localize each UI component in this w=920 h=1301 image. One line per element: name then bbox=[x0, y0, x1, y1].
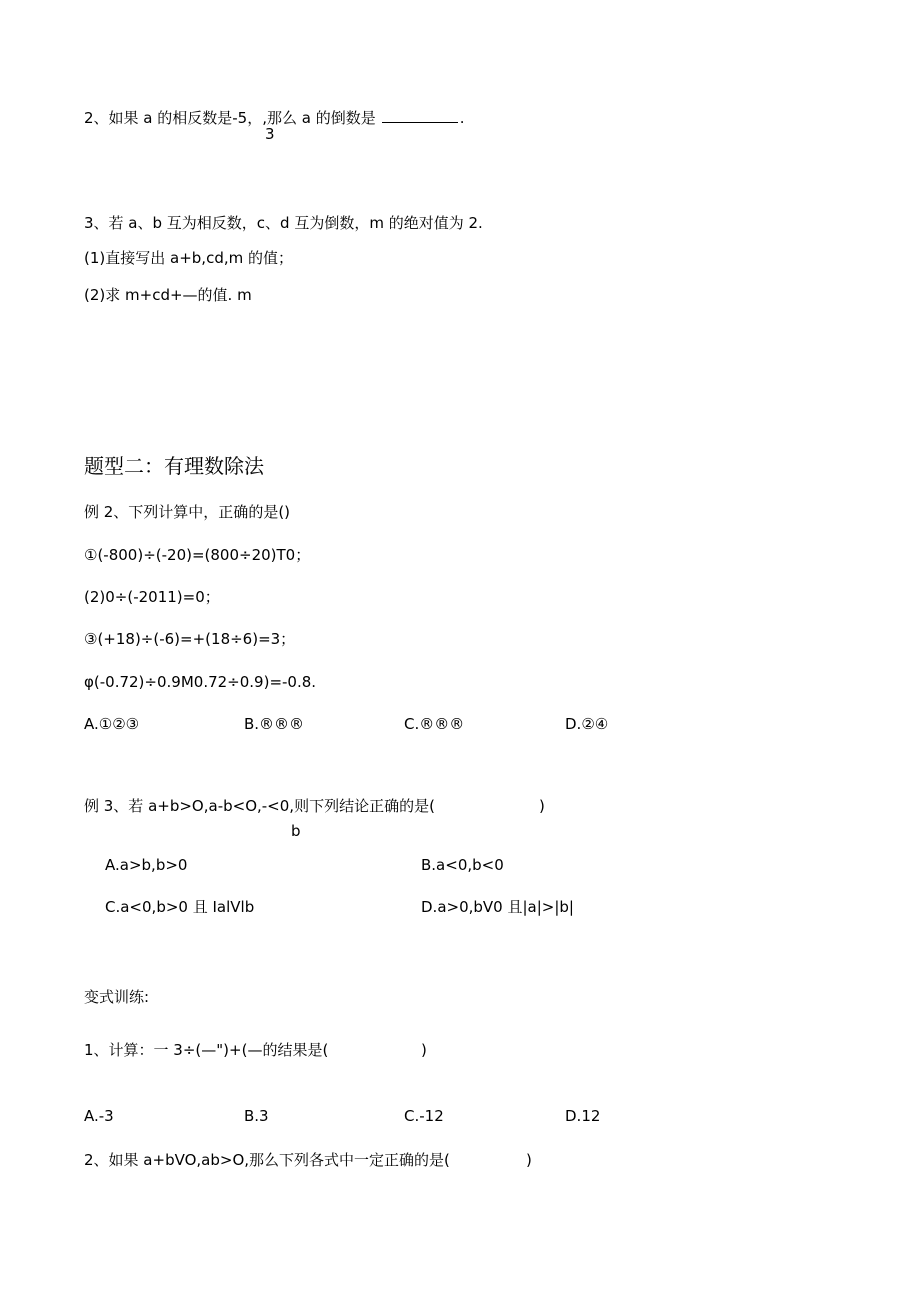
ex3-option-b[interactable]: B.a<0,b<0 bbox=[421, 856, 504, 874]
ex3-option-c[interactable]: C.a<0,b>0 且 IalVlb bbox=[105, 898, 255, 916]
ex3-option-d[interactable]: D.a>0,bV0 且|a|>|b| bbox=[421, 898, 574, 916]
q3-part2: (2)求 m+cd+—的值. m bbox=[84, 286, 252, 304]
ex2-option-d[interactable]: D.②④ bbox=[565, 715, 609, 733]
ex3-option-a[interactable]: A.a>b,b>0 bbox=[105, 856, 188, 874]
practice-q1-stem: 1、计算：一 3÷(—")+(—的结果是( bbox=[84, 1041, 329, 1059]
practice-q1-option-a[interactable]: A.-3 bbox=[84, 1107, 114, 1125]
ex3-stem: 例 3、若 a+b>O,a-b<O,-<0,则下列结论正确的是( bbox=[84, 797, 435, 815]
ex2-option-a[interactable]: A.①②③ bbox=[84, 715, 140, 733]
practice-q2-paren-close: ) bbox=[526, 1151, 532, 1169]
q2-fraction-denominator: 3 bbox=[265, 125, 275, 143]
ex2-item-1: ①(-800)÷(-20)=(800÷20)T0； bbox=[84, 546, 311, 564]
ex3-paren-close: ) bbox=[539, 797, 545, 815]
ex2-option-b[interactable]: B.®®® bbox=[244, 715, 305, 733]
q2-period: . bbox=[459, 109, 465, 127]
practice-q1-option-c[interactable]: C.-12 bbox=[404, 1107, 444, 1125]
practice-q1-paren-close: ) bbox=[421, 1041, 427, 1059]
practice-heading: 变式训练: bbox=[84, 988, 150, 1006]
ex2-stem: 例 2、下列计算中，正确的是() bbox=[84, 503, 291, 521]
practice-q1-option-d[interactable]: D.12 bbox=[565, 1107, 601, 1125]
ex2-option-c[interactable]: C.®®® bbox=[404, 715, 465, 733]
ex3-fraction-denominator: b bbox=[291, 822, 301, 840]
ex2-item-4: φ(-0.72)÷0.9M0.72÷0.9)=-0.8. bbox=[84, 673, 317, 691]
q3-part1: (1)直接写出 a+b,cd,m 的值； bbox=[84, 249, 293, 267]
section-title: 题型二：有理数除法 bbox=[84, 454, 264, 478]
ex2-item-2: (2)0÷(-2011)=0； bbox=[84, 588, 220, 606]
practice-q2-stem: 2、如果 a+bVO,ab>O,那么下列各式中一定正确的是( bbox=[84, 1151, 450, 1169]
q2-text: 2、如果 a 的相反数是-5，,那么 a 的倒数是 bbox=[84, 109, 376, 127]
practice-q1-option-b[interactable]: B.3 bbox=[244, 1107, 269, 1125]
q3-stem: 3、若 a、b 互为相反数，c、d 互为倒数，m 的绝对值为 2. bbox=[84, 214, 483, 232]
ex2-item-3: ③(+18)÷(-6)=+(18÷6)=3； bbox=[84, 630, 296, 648]
answer-blank[interactable] bbox=[382, 110, 458, 123]
